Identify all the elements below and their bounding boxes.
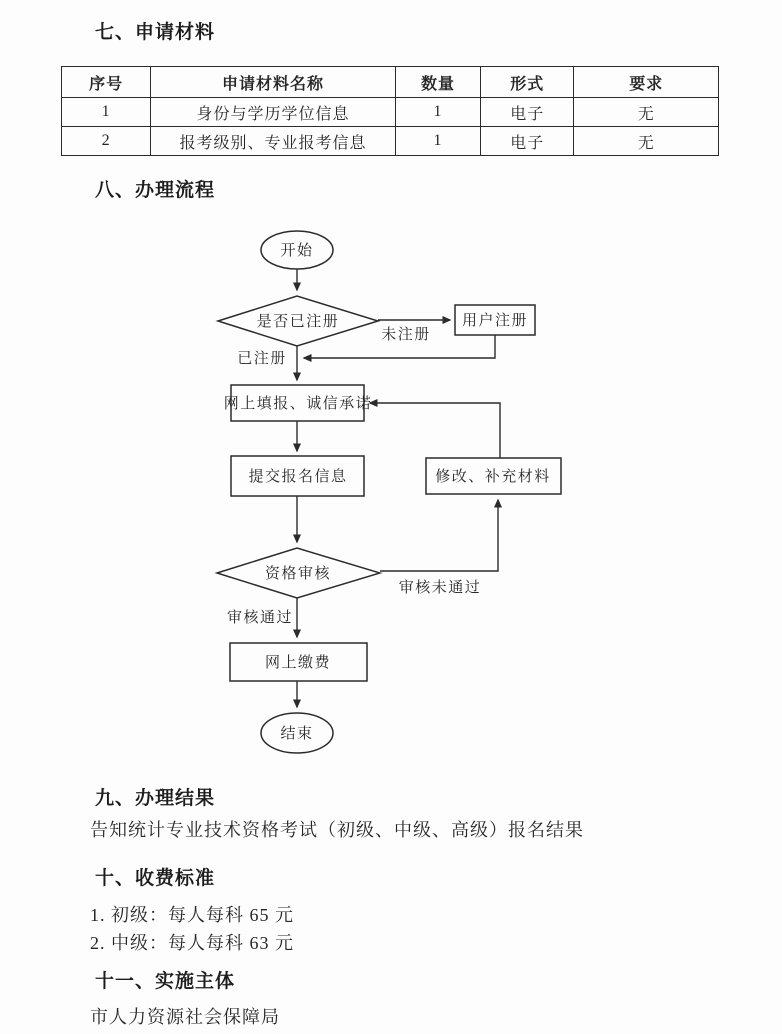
cell-quantity: 1 <box>395 98 480 127</box>
edge-label-review-passed: 审核通过 <box>226 610 294 626</box>
flow-node-online-pay-label: 网上缴费 <box>264 655 332 671</box>
section9-heading: 九、办理结果 <box>95 788 216 809</box>
edge-label-registered: 已注册 <box>237 351 287 367</box>
col-header-index: 序号 <box>62 67 151 98</box>
cell-index: 2 <box>62 127 151 156</box>
col-header-form: 形式 <box>481 67 574 98</box>
flow-node-user-register-label: 用户注册 <box>461 313 529 329</box>
cell-form: 电子 <box>481 98 574 127</box>
materials-table <box>61 66 719 156</box>
edge-label-review-failed: 审核未通过 <box>398 580 482 596</box>
col-header-name: 申请材料名称 <box>151 67 395 98</box>
section11-body: 市人力资源社会保障局 <box>90 1007 280 1027</box>
flow-node-registered-check-label: 是否已注册 <box>256 314 340 330</box>
col-header-requirement: 要求 <box>574 67 719 98</box>
table-header-row <box>62 67 719 98</box>
cell-index: 1 <box>62 98 151 127</box>
cell-quantity: 1 <box>395 127 480 156</box>
flow-node-online-fill-label: 网上填报、诚信承诺 <box>223 396 373 412</box>
cell-requirement: 无 <box>574 127 719 156</box>
section8-heading: 八、办理流程 <box>95 180 216 201</box>
table-row <box>62 98 719 127</box>
table-row <box>62 127 719 156</box>
cell-form: 电子 <box>481 127 574 156</box>
flow-node-submit-info-label: 提交报名信息 <box>248 469 348 485</box>
cell-name: 报考级别、专业报考信息 <box>151 127 395 156</box>
edge-review-failed <box>380 500 498 571</box>
fee-item-junior: 1. 初级：每人每科 65 元 <box>90 905 294 925</box>
flow-node-qualification-review-label: 资格审核 <box>264 566 332 582</box>
cell-requirement: 无 <box>574 98 719 127</box>
col-header-quantity: 数量 <box>395 67 480 98</box>
flow-node-start-label: 开始 <box>280 243 314 259</box>
section10-heading: 十、收费标准 <box>95 868 216 889</box>
flow-node-end-label: 结束 <box>280 726 314 742</box>
section11-heading: 十一、实施主体 <box>95 971 236 992</box>
edge-modify-to-fill <box>370 403 500 458</box>
flow-node-modify-materials-label: 修改、补充材料 <box>435 469 551 485</box>
fee-item-intermediate: 2. 中级：每人每科 63 元 <box>90 933 294 953</box>
section9-body: 告知统计专业技术资格考试（初级、中级、高级）报名结果 <box>90 820 584 840</box>
process-flowchart <box>0 215 782 775</box>
cell-name: 身份与学历学位信息 <box>151 98 395 127</box>
section7-heading: 七、申请材料 <box>95 22 216 43</box>
edge-label-not-registered: 未注册 <box>381 327 431 343</box>
